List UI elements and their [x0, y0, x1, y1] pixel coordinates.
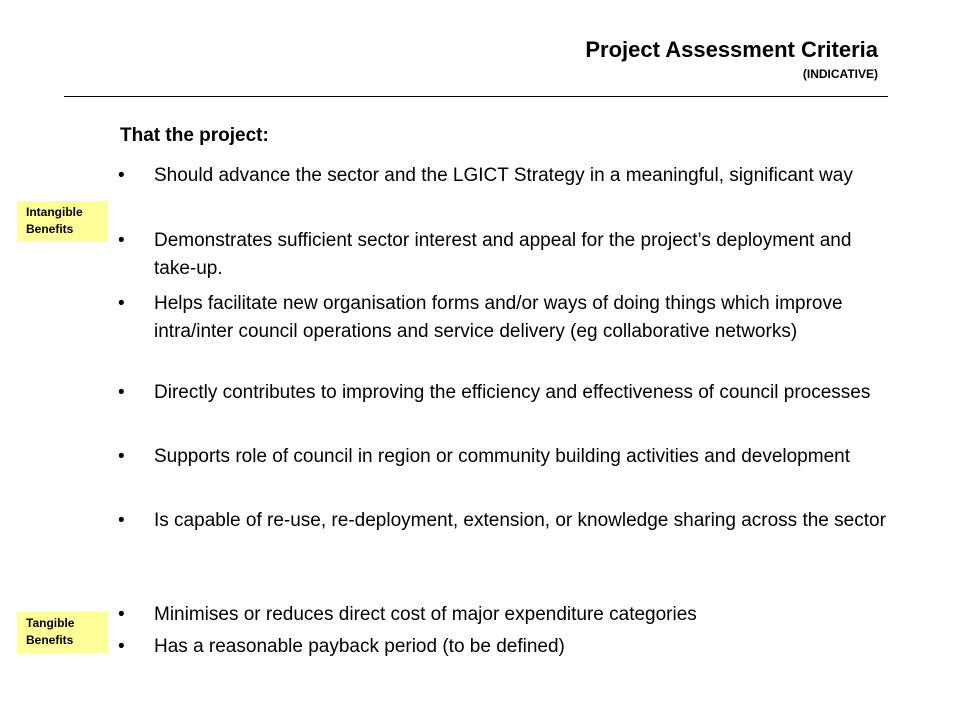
list-item: [118, 227, 888, 283]
list-item: [118, 290, 888, 346]
tangible-benefits-tag: Tangible Benefits: [17, 612, 108, 653]
list-item: [118, 601, 888, 629]
list-item-text: Is capable of re-use, re-deployment, extension, or knowledge sharing across the sector: [154, 510, 886, 531]
intro-heading: That the project:: [120, 125, 269, 146]
page-title: Project Assessment Criteria: [585, 37, 878, 62]
bullet-marker: •: [118, 446, 125, 467]
list-item: [118, 443, 888, 471]
list-item: [118, 162, 888, 190]
bullet-marker: •: [118, 293, 125, 314]
bullet-marker: •: [118, 604, 125, 625]
list-item-text: Should advance the sector and the LGICT Strategy in a meaningful, significant way: [154, 165, 853, 186]
bullet-marker: •: [118, 165, 125, 186]
bullet-marker: •: [118, 510, 125, 531]
bullet-marker: •: [118, 382, 125, 403]
list-item-text: Has a reasonable payback period (to be defined): [154, 636, 565, 657]
slide-header: [64, 36, 888, 97]
bullet-marker: •: [118, 230, 125, 251]
page-subtitle: (INDICATIVE): [802, 67, 878, 81]
list-item: [118, 507, 888, 535]
list-item-text: Demonstrates sufficient sector interest and appeal for the project’s deployment and take-up.: [154, 230, 852, 279]
list-item-text: Directly contributes to improving the efficiency and effectiveness of council processes: [154, 382, 871, 403]
list-item: [118, 633, 888, 661]
intangible-benefits-tag: Intangible Benefits: [17, 201, 108, 242]
list-item-text: Minimises or reduces direct cost of major expenditure categories: [154, 604, 697, 625]
list-item: [118, 379, 888, 407]
bullet-marker: •: [118, 636, 125, 657]
list-item-text: Supports role of council in region or community building activities and development: [154, 446, 850, 467]
list-item-text: Helps facilitate new organisation forms and/or ways of doing things which improve intra/inter council operations and service delivery (eg collaborative networks): [154, 293, 843, 342]
